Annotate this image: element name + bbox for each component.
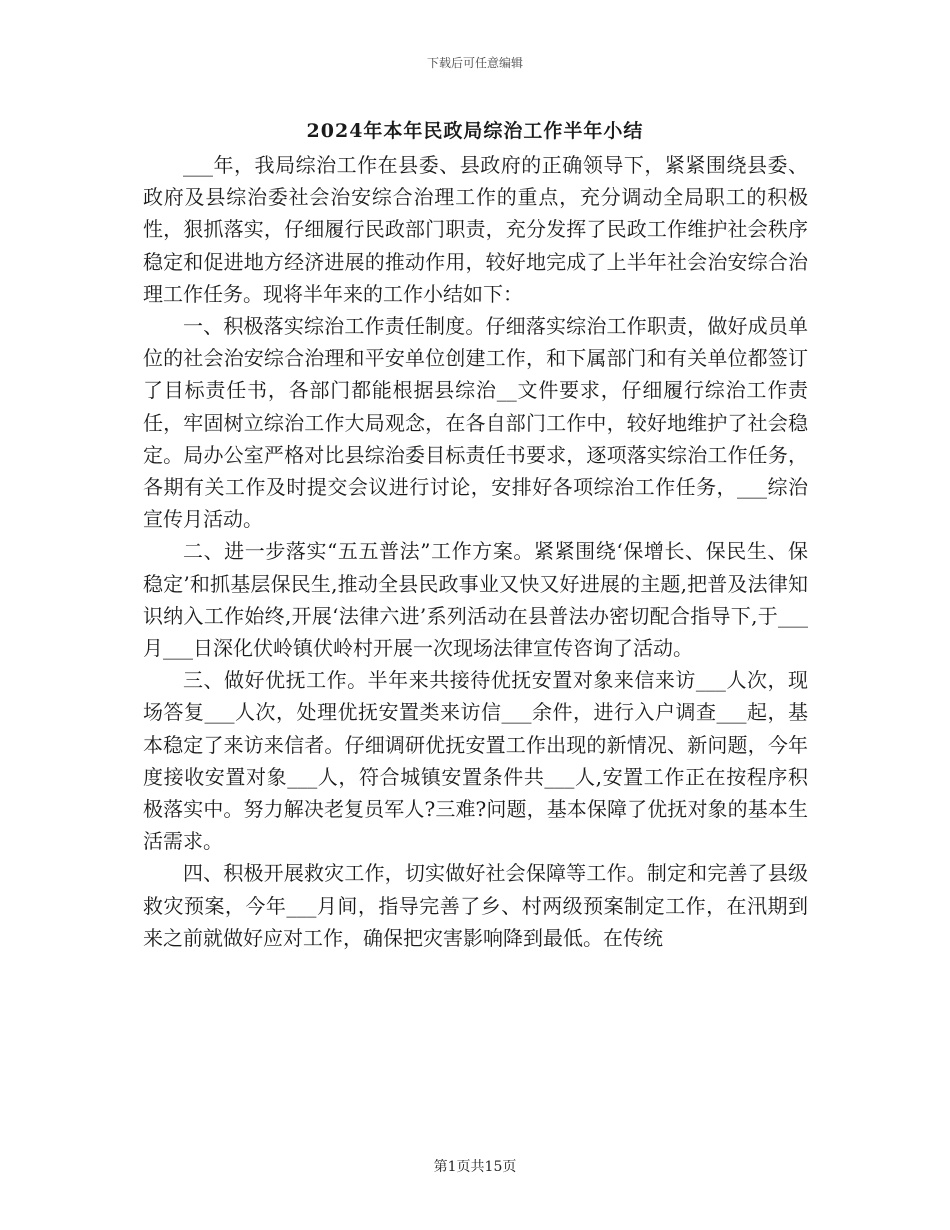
- paragraph-section-1: 一、积极落实综治工作责任制度。仔细落实综治工作职责，做好成员单位的社会治安综合治理和平安单位创建工作，和下属部门和有关单位都签订了目标责任书，各部门都能根据县综治__文件要求，仔细履行综治工作责任，牢固树立综治工作大局观念，在各自部门工作中，较好地维护了社会稳定。局办公室严格对比县综治委目标责任书要求，逐项落实综治工作任务，各期有关工作及时提交会议进行讨论，安排好各项综治工作任务，___综治宣传月活动。: [143, 314, 808, 532]
- document-title: 2024年本年民政局综治工作半年小结: [306, 120, 644, 142]
- header-note: 下载后可任意编辑: [426, 56, 523, 70]
- paragraph-section-2: 二、进一步落实“五五普法”工作方案。紧紧围绕‘保增长、保民生、保稳定’和抓基层保民生,推动全县民政事业又快又好进展的主题,把普及法律知识纳入工作始终,开展‘法律六进’系列活动在县普法办密切配合指导下,于___月___日深化伏岭镇伏岭村开展一次现场法律宣传咨询了活动。: [143, 539, 808, 661]
- paragraph-section-4: 四、积极开展救灾工作，切实做好社会保障等工作。制定和完善了县级救灾预案，今年___月间，指导完善了乡、村两级预案制定工作，在汛期到来之前就做好应对工作，确保把灾害影响降到最低。在传统: [143, 861, 808, 950]
- paragraph-section-3: 三、做好优抚工作。半年来共接待优抚安置对象来信来访___人次，现场答复___人次，处理优抚安置类来访信___余件，进行入户调查___起，基本稳定了来访来信者。仔细调研优抚安置工作出现的新情况、新问题，今年度接收安置对象___人，符合城镇安置条件共___人,安置工作正在按程序积极落实中。努力解决老复员军人?三难?问题，基本保障了优抚对象的基本生活需求。: [143, 668, 808, 854]
- document-body: [143, 149, 808, 954]
- paragraph-intro: ___年，我局综治工作在县委、县政府的正确领导下，紧紧围绕县委、政府及县综治委社会治安综合治理工作的重点，充分调动全局职工的积极性，狠抓落实，仔细履行民政部门职责，充分发挥了民政工作维护社会秩序稳定和促进地方经济进展的推动作用，较好地完成了上半年社会治安综合治理工作任务。现将半年来的工作小结如下：: [143, 153, 808, 306]
- page-indicator: 第1页共15页: [433, 1159, 517, 1175]
